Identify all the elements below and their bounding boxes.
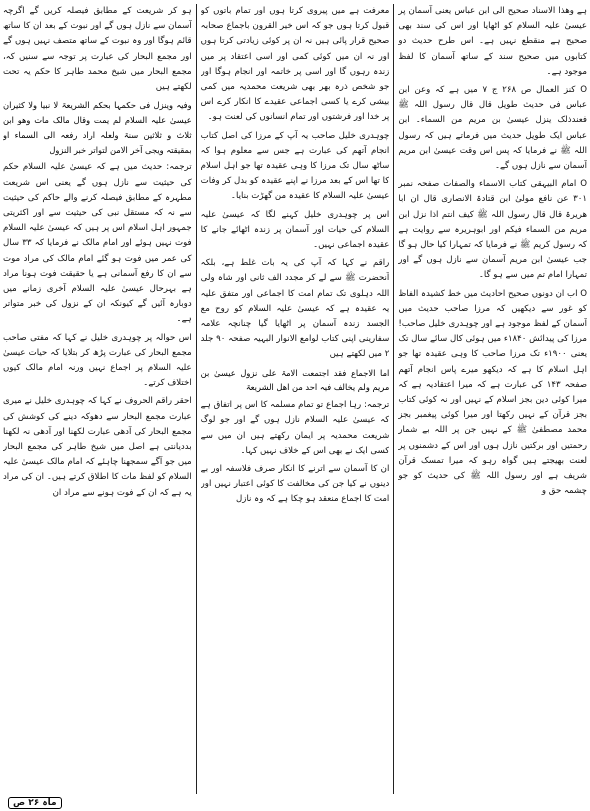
paragraph: ترجمہ: حدیث میں ہے کہ عیسیٰ علیہ السلام حکم کی حیثیت سے نازل ہوں گے یعنی اس شریعت مطہرہ کے مطابق فیصلہ کرنے والے حاکم کی حیثیت سے نہ کہ مستقل نبی کی حیثیت سے اور اکثریتی جمہور اہل اسلام اس پر ہیں کہ عیسیٰ علیہ السلام فوت نہیں ہوئے اور امام مالک نے فرمایا کہ ۳۳ سال کی عمر میں فوت ہو گئے امام مالک کی مراد موت سے ان کا رفع آسمانی ہے یا حقیقت فوت ہونا مراد ہے بہرحال عیسیٰ علیہ السلام آخری زمانے میں دوبارہ آئیں گے کیونکہ ان کے نزول کی خبر متواتر ہے۔: [2, 162, 192, 325]
arabic-quote: وفیہ وینزل فی حکمہا بحکم الشریعۃ لا نبیا ولا کثیران عیسیٰ علیہ السلام لم یمت وقال مالک مات وھو ابن ثلاث و ثلاثین سنۃ ولعلہ اراد رفعہ الی السماء او بمقیقتہ ویجی آخر الامن لتواتر خبر النزول: [2, 100, 192, 155]
paragraph: راقم نے کہا کہ آپ کی یہ بات غلط ہے، بلکہ آنحضرت ﷺ سے لے کر مجدد الف ثانی اور شاہ ولی اللہ دہلوی تک تمام امت کا اجماعی اور متفق علیہ یہ عقیدہ ہے کہ عیسیٰ علیہ السلام کو روح مع الجسد زندہ آسمان پر اٹھایا گیا چنانچہ علامہ سفارینی اپنی کتاب لوامع الانوار البہیہ صفحہ ۹۰ جلد ۲ میں لکھتے ہیں: [200, 258, 390, 360]
paragraph: معرفت ہے میں پیروی کرتا ہوں اور تمام باتوں کو قبول کرتا ہوں جو کہ اس خیر القرون باجماع صحابہ صحیح قرار پائی ہیں نہ ان پر کوئی زیادتی کرتا ہوں اور نہ ان میں کوئی کمی اور اسی اعتقاد پر میں زندہ رہوں گا اور اسی پر خاتمہ اور انجام ہوگا اور جو شخص ذرہ بھر بھی شریعت محمدیہ میں کمی بیشی کرے یا کسی اجماعی عقیدے کا انکار کرے اس پر خدا اور فرشتوں اور تمام انسانوں کی لعنت ہو۔: [200, 6, 390, 123]
paragraph: اس حوالہ پر چوہدری خلیل نے کہا کہ مفتی صاحب مجمع البحار کی عبارت پڑھ کر بتلایا کہ حیات عیسیٰ علیہ السلام پر اجماع نہیں ورنہ امام مالک کیوں اختلاف کرتے۔: [2, 332, 192, 389]
paragraph: ان کا آسمان سے اترنے کا انکار صرف فلاسفہ اور بے دینوں نے کیا جن کی مخالفت کا کوئی اعتبار نہیں اور امت کا اجماع منعقد ہو چکا ہے کہ وہ نازل: [200, 464, 390, 505]
paragraph: O امام البیہقی کتاب الاسماء والصفات صفحہ نمبر ۳۰۱ عن نافع مولیٰ ابن قتادۃ الانصاری قال ان ابا ھریرۃ قال قال رسول اللہ ﷺ کیف انتم اذا نزل ابن مریم من السماء فیکم اور ابوہریرہ سے روایت ہے کہ رسول کریم ﷺ نے فرمایا کہ تمہارا کیا حال ہو گا جب عیسیٰ ابن مریم آسمان سے نازل ہوں گے اور تمہارا امام تم میں سے ہو گا۔: [398, 179, 587, 281]
column-right: [398, 4, 587, 794]
column-divider: [393, 4, 394, 794]
paragraph: ترجمہ: رہا اجماع تو تمام مسلمہ کا اس پر اتفاق ہے کہ عیسیٰ علیہ السلام نازل ہوں گے اور جو لوگ شریعت محمدیہ پر ایمان رکھتے ہیں ان میں سے کسی ایک نے بھی اس کے خلاف نہیں کہا۔: [200, 400, 390, 456]
paragraph: ہو کر شریعت کے مطابق فیصلہ کریں گے اگرچہ آسمان سے نازل ہوں گے اور نبوت کے بعد ان کا ساتھ قائم ہوگا اور وہ نبوت کے ساتھ متصف نہیں ہوں گے اور مجمع البحار کی عبارت پر توجہ سے سنیں کہ، مجمع البحار میں شیخ محمد طاہر کا حکم یہ تحت لکھتے ہیں: [2, 6, 192, 93]
paragraph: احقر راقم الحروف نے کہا کہ چوہدری خلیل نے میری عبارت مجمع البحار سے دھوکہ دینے کی کوشش کی مجمع البحار کی آدھی عبارت لکھنا اور آدھی نہ لکھنا بددیانتی ہے اصل میں شیخ طاہر کی مجمع البحار میں جو آگے سمجھنا چاہئے کہ امام مالک عیسیٰ علیہ السلام کو لفظ مات کا اطلاق کرتے ہیں۔ ان کی مراد یہ ہے کہ ان کے فوت ہونے سے مراد ان: [2, 396, 192, 498]
paragraph: ہے وھذا الاسناد صحیح الی ابن عباس یعنی آسمان پر عیسیٰ علیہ السلام کو اٹھایا اور اس کی سند بھی صحیح ہے منقطع نہیں ہے۔ اس طرح حدیث دو کتابوں میں صحیح سند کے ساتھ آسمان کا لفظ موجود ہے۔: [398, 6, 587, 77]
column-middle: [201, 4, 390, 794]
arabic-quote: اما الاجماع فقد اجتمعت الامۃ علی نزول عیسیٰ بن مریم ولم یخالف فیہ احد من اھل الشریعۃ: [200, 367, 390, 393]
paragraph: O اب ان دونوں صحیح احادیث میں خط کشیدہ الفاظ کو غور سے دیکھیں کہ مرزا صاحب حدیث میں آسمان کے لفظ موجود ہے اور چوہدری خلیل صاحب! مرزا کی پیدائش ۱۸۴۰ء میں ہوئی کال سائے سال تک یعنی ۱۹۰۰ء تک مرزا صاحب کا وہی عقیدہ تھا جو اہل اسلام کا ہے کہ دیکھو میرے پاس انجام آتھم صفحہ ۱۴۳ کی عبارت ہے کہ میرا اعتقادیہ ہے کہ میرا کوئی دین بجز اسلام کے نہیں اور نہ کوئی کتاب بجز قرآن کے نہیں رکھتا اور میرا کوئی پیغمبر بجز محمد مصطفیٰ ﷺ کے نہیں جن پر اللہ بے شمار رحمتیں اور برکتیں نازل ہوں اور اس کے دشمنوں پر لعنت بھیجتے ہیں گواہ رہو کہ میرا تمسک قرآن شریف ہے اور رسول اللہ ﷺ کی حدیث کو جو چشمہ حق و: [398, 288, 587, 497]
column-divider: [196, 4, 197, 794]
paragraph: O کنز العمال ص ۲۶۸ ج ۷ میں ہے کہ وعن ابن عباس فی حدیث طویل قال قال رسول اللہ ﷺ فعندذلک ینزل عیسیٰ بن مریم من السماء۔ ابن عباس ایک طویل حدیث میں فرماتے ہیں کہ رسول اللہ ﷺ نے فرمایا کہ پس اس وقت عیسیٰ ابن مریم آسمان سے نازل ہوں گے۔: [398, 85, 587, 172]
paragraph: اس پر چوہدری خلیل کہنے لگا کہ عیسیٰ علیہ السلام کی حیات اور آسمان پر زندہ اٹھائے جانے کا عقیدہ اجماعی نہیں۔: [200, 209, 390, 251]
page-number-label: ماہ ۲۶ ص: [8, 797, 62, 809]
column-left: [3, 4, 192, 794]
paragraph: چوہدری خلیل صاحب یہ آپ کے مرزا کی اصل کتاب انجام آتھم کی عبارت ہے جس سے معلوم ہوا کہ ساٹھ سال تک مرزا کا وہی عقیدہ تھا جو اہل اسلام کا تھا اس کے بعد مرزا نے اپنے عقیدہ کو بدل کر وفات عیسیٰ علیہ السلام کا عقیدہ من گھڑت بنایا۔: [200, 130, 390, 202]
